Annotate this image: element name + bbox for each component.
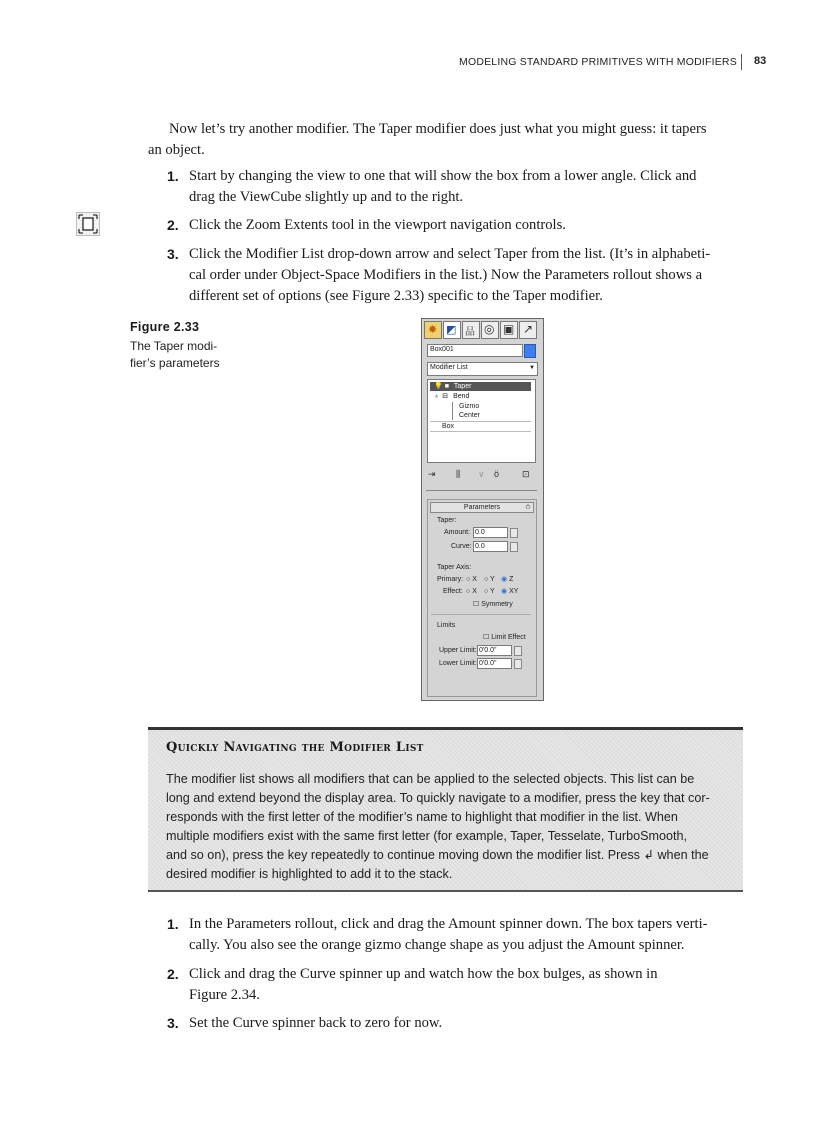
primary-radio-x[interactable]: ○ X — [466, 576, 477, 583]
step-a2-number: 2. — [167, 217, 179, 233]
step-b3-line-1: Set the Curve spinner back to zero for now. — [189, 1015, 443, 1031]
stack-item-taper[interactable]: 💡 ■ Taper — [430, 382, 531, 391]
step-b3-number: 3. — [167, 1015, 179, 1031]
upper-limit-field[interactable]: 0'0.0" — [477, 645, 512, 656]
command-panel-screenshot — [421, 318, 544, 701]
primary-radio-z[interactable]: ◉ Z — [501, 576, 514, 583]
panel-divider — [426, 490, 537, 491]
create-tab-icon[interactable]: ✸ — [428, 324, 438, 336]
limits-group-label: Limits — [437, 622, 456, 629]
sidebar-line-6: desired modifier is highlighted to add it to the stack. — [166, 867, 453, 881]
parameters-rollout — [427, 499, 537, 697]
upper-limit-spinner[interactable] — [514, 646, 522, 656]
sidebar-line-3: responds with the first letter of the modifier’s name to highlight that modifier in the list. When — [166, 810, 678, 824]
stack-item-center[interactable]: Center — [452, 411, 480, 420]
taper-axis-group-label: Taper Axis: — [437, 564, 472, 571]
configure-sets-icon[interactable]: ⊡ — [522, 469, 530, 479]
limits-divider — [431, 614, 531, 615]
curve-spinner[interactable] — [510, 542, 518, 552]
stack-item-box[interactable]: Box — [430, 421, 531, 432]
effect-label: Effect: — [443, 588, 463, 595]
remove-modifier-icon[interactable]: ö — [494, 469, 500, 479]
rollout-pin-icon: ✩ — [525, 504, 531, 511]
stack-toolbar — [428, 469, 536, 481]
step-b1-number: 1. — [167, 916, 179, 932]
step-a3-line-3: different set of options (see Figure 2.33) specific to the Taper modifier. — [189, 288, 603, 304]
amount-field[interactable]: 0.0 — [473, 527, 508, 538]
intro-line-2: an object. — [148, 142, 205, 158]
page-number: 83 — [754, 55, 767, 67]
object-name-field[interactable]: Box001 — [427, 344, 523, 357]
amount-label: Amount: — [444, 529, 471, 536]
utilities-tab-icon[interactable]: ↗ — [523, 322, 534, 336]
taper-group-label: Taper: — [437, 517, 457, 524]
object-color-swatch[interactable] — [524, 344, 536, 358]
upper-limit-label: Upper Limit: — [439, 647, 477, 654]
intro-line-1: Now let’s try another modifier. The Taper modifier does just what you might guess: it tapers — [169, 121, 707, 137]
lower-limit-label: Lower Limit: — [439, 660, 477, 667]
panel-tab-row — [424, 321, 539, 339]
stack-item-gizmo[interactable]: Gizmo — [452, 402, 479, 411]
step-b2-line-1: Click and drag the Curve spinner up and watch how the box bulges, as shown in — [189, 966, 658, 982]
step-b2-number: 2. — [167, 966, 179, 982]
curve-label: Curve: — [451, 543, 472, 550]
sidebar-title: Quickly Navigating the Modifier List — [166, 740, 424, 755]
hierarchy-tab-icon[interactable]: 品 — [465, 327, 475, 338]
sidebar-line-1: The modifier list shows all modifiers that can be applied to the selected objects. This list can be — [166, 772, 695, 786]
parameters-title: Parameters — [463, 504, 501, 511]
modifier-list-dropdown[interactable] — [427, 362, 538, 376]
sidebar-line-5: and so on), press the key repeatedly to continue moving down the modifier list. Press ↲ when the — [166, 848, 709, 862]
zoom-extents-icon — [76, 212, 100, 236]
lower-limit-spinner[interactable] — [514, 659, 522, 669]
step-a1-line-1: Start by changing the view to one that will show the box from a lower angle. Click and — [189, 168, 697, 184]
step-a3-line-1: Click the Modifier List drop-down arrow and select Taper from the list. (It’s in alphabeti- — [189, 246, 711, 262]
stack-item-bend[interactable]: ♁ ⊟ Bend — [434, 393, 470, 400]
symmetry-checkbox[interactable]: ☐ Symmetry — [473, 601, 513, 608]
step-a3-number: 3. — [167, 246, 179, 262]
make-unique-icon[interactable]: ∨ — [478, 469, 485, 479]
effect-radio-x[interactable]: ○ X — [466, 588, 477, 595]
pin-stack-icon[interactable]: ⇥ — [428, 469, 436, 479]
step-a1-number: 1. — [167, 168, 179, 184]
primary-radio-y[interactable]: ○ Y — [484, 576, 495, 583]
amount-spinner[interactable] — [510, 528, 518, 538]
modify-tab-icon[interactable]: ◩ — [446, 324, 457, 336]
sidebar-line-4: multiple modifiers exist with the same first letter (for example, Taper, Tesselate, TurboSmooth, — [166, 829, 687, 843]
modifier-list-label: Modifier List — [430, 364, 468, 371]
step-b1-line-2: cally. You also see the orange gizmo change shape as you adjust the Amount spinner. — [189, 937, 685, 953]
parameters-rollout-header[interactable] — [430, 502, 534, 513]
lower-limit-field[interactable]: 0'0.0" — [477, 658, 512, 669]
chevron-down-icon: ▼ — [529, 365, 535, 371]
figure-caption-line-2: fier’s parameters — [130, 356, 220, 370]
show-end-result-icon[interactable]: ⫼ — [456, 469, 461, 479]
tip-sidebar — [148, 727, 743, 892]
sidebar-line-2: long and extend beyond the display area. To quickly navigate to a modifier, press the key that cor- — [166, 791, 710, 805]
header-divider — [741, 54, 742, 70]
curve-field[interactable]: 0.0 — [473, 541, 508, 552]
step-a1-line-2: drag the ViewCube slightly up and to the right. — [189, 189, 464, 205]
step-a3-line-2: cal order under Object-Space Modifiers in the list.) Now the Parameters rollout shows a — [189, 267, 703, 283]
motion-tab-icon[interactable]: ◎ — [484, 322, 495, 336]
step-a2-line-1: Click the Zoom Extents tool in the viewport navigation controls. — [189, 217, 566, 233]
figure-caption-line-1: The Taper modi- — [130, 339, 218, 353]
step-b2-line-2: Figure 2.34. — [189, 987, 260, 1003]
step-b1-line-1: In the Parameters rollout, click and drag the Amount spinner down. The box tapers verti- — [189, 916, 708, 932]
primary-label: Primary: — [437, 576, 464, 583]
figure-label: Figure 2.33 — [130, 320, 200, 334]
effect-radio-xy[interactable]: ◉ XY — [501, 588, 519, 595]
modifier-stack — [427, 379, 536, 463]
limit-effect-checkbox[interactable]: ☐ Limit Effect — [483, 634, 526, 641]
display-tab-icon[interactable]: ▣ — [503, 322, 515, 336]
running-header: MODELING STANDARD PRIMITIVES WITH MODIFIERS — [459, 56, 737, 68]
effect-radio-y[interactable]: ○ Y — [484, 588, 495, 595]
